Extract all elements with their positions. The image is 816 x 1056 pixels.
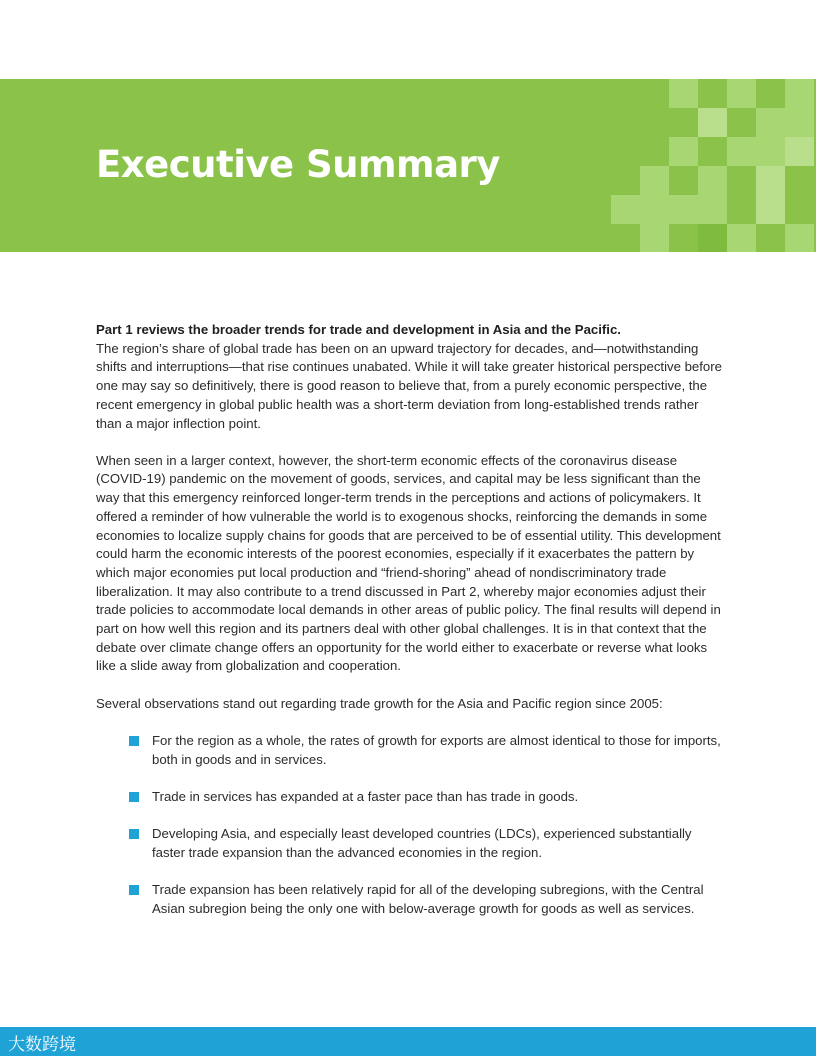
- decorative-tile: [727, 79, 756, 108]
- paragraph-3: Several observations stand out regarding trade growth for the Asia and Pacific region since 2005:: [96, 695, 663, 711]
- decorative-tile: [669, 195, 698, 224]
- decorative-tile: [669, 79, 698, 108]
- decorative-tile: [640, 195, 669, 224]
- part1-text: The region’s share of global trade has been on an upward trajectory for decades, and—notwithstanding shifts and interruptions—that rise continues unabated. While it will take greater historical perspective before one may say so definitively, there is good reason to believe that, from a purely economic perspective, the recent emergency in global public health was a short-term deviation from long-established trends rather than a major inflection point.: [96, 340, 722, 431]
- decorative-tile: [727, 137, 756, 166]
- main-content: [96, 321, 724, 937]
- square-bullet-icon: [129, 885, 139, 895]
- list-item: [96, 825, 724, 862]
- decorative-tile: [698, 166, 727, 195]
- decorative-tile: [756, 108, 785, 137]
- decorative-tile: [756, 137, 785, 166]
- decorative-tile: [698, 195, 727, 224]
- decorative-tile: [669, 137, 698, 166]
- list-item: [96, 788, 724, 807]
- part1-lead: Part 1 reviews the broader trends for trade and development in Asia and the Pacific.: [96, 322, 621, 337]
- decorative-tile: [756, 195, 785, 224]
- decorative-tile: [640, 166, 669, 195]
- list-item-text: Trade expansion has been relatively rapid for all of the developing subregions, with the Central Asian subregion being the only one with below-average growth for goods as well as services.: [152, 881, 704, 916]
- decorative-tile: [785, 137, 814, 166]
- list-item: [96, 881, 724, 918]
- decorative-tile: [727, 224, 756, 252]
- decorative-tile: [785, 108, 814, 137]
- header-banner: [0, 79, 816, 252]
- list-item-text: Trade in services has expanded at a faster pace than has trade in goods.: [152, 788, 579, 804]
- watermark-logo: 大数跨境: [8, 1035, 76, 1055]
- square-bullet-icon: [129, 736, 139, 746]
- decorative-tile: [611, 195, 640, 224]
- observations-list: [96, 732, 724, 918]
- decorative-tile: [756, 166, 785, 195]
- decorative-tile: [785, 224, 814, 252]
- list-item: [96, 732, 724, 769]
- list-item-text: For the region as a whole, the rates of growth for exports are almost identical to those for imports, both in goods and in services.: [152, 732, 721, 767]
- decorative-tile: [698, 224, 727, 252]
- paragraph-2: When seen in a larger context, however, the short-term economic effects of the coronavirus disease (COVID-19) pandemic on the movement of goods, services, and capital may be less significant than the way that this emergency reinforced longer-term trends in the perceptions and actions of policymakers. It offered a reminder of how vulnerable the world is to exogenous shocks, reinforcing the demands in some economies to localize supply chains for goods that are perceived to be of essential utility. This development could harm the economic interests of the poorest economies, especially if it exacerbates the pattern by which major economies put local production and “friend-shoring” ahead of nondiscriminatory trade liberalization. It may also contribute to a trend discussed in Part 2, whereby major economies adjust their trade policies to accommodate local demands in other areas of public policy. The final results will depend in part on how well this region and its partners deal with other global challenges. It is in that context that the debate over climate change offers an opportunity for the world either to exacerbate or reverse what looks like a slide away from globalization and cooperation.: [96, 452, 721, 674]
- decorative-tile: [785, 79, 814, 108]
- footer-bar: [0, 1027, 816, 1056]
- paragraph-part1: [96, 321, 724, 433]
- square-bullet-icon: [129, 792, 139, 802]
- list-item-text: Developing Asia, and especially least developed countries (LDCs), experienced substantially faster trade expansion than the advanced economies in the region.: [152, 825, 692, 860]
- page-title: Executive Summary: [96, 143, 500, 186]
- decorative-tile: [698, 108, 727, 137]
- decorative-tile: [640, 224, 669, 252]
- square-bullet-icon: [129, 829, 139, 839]
